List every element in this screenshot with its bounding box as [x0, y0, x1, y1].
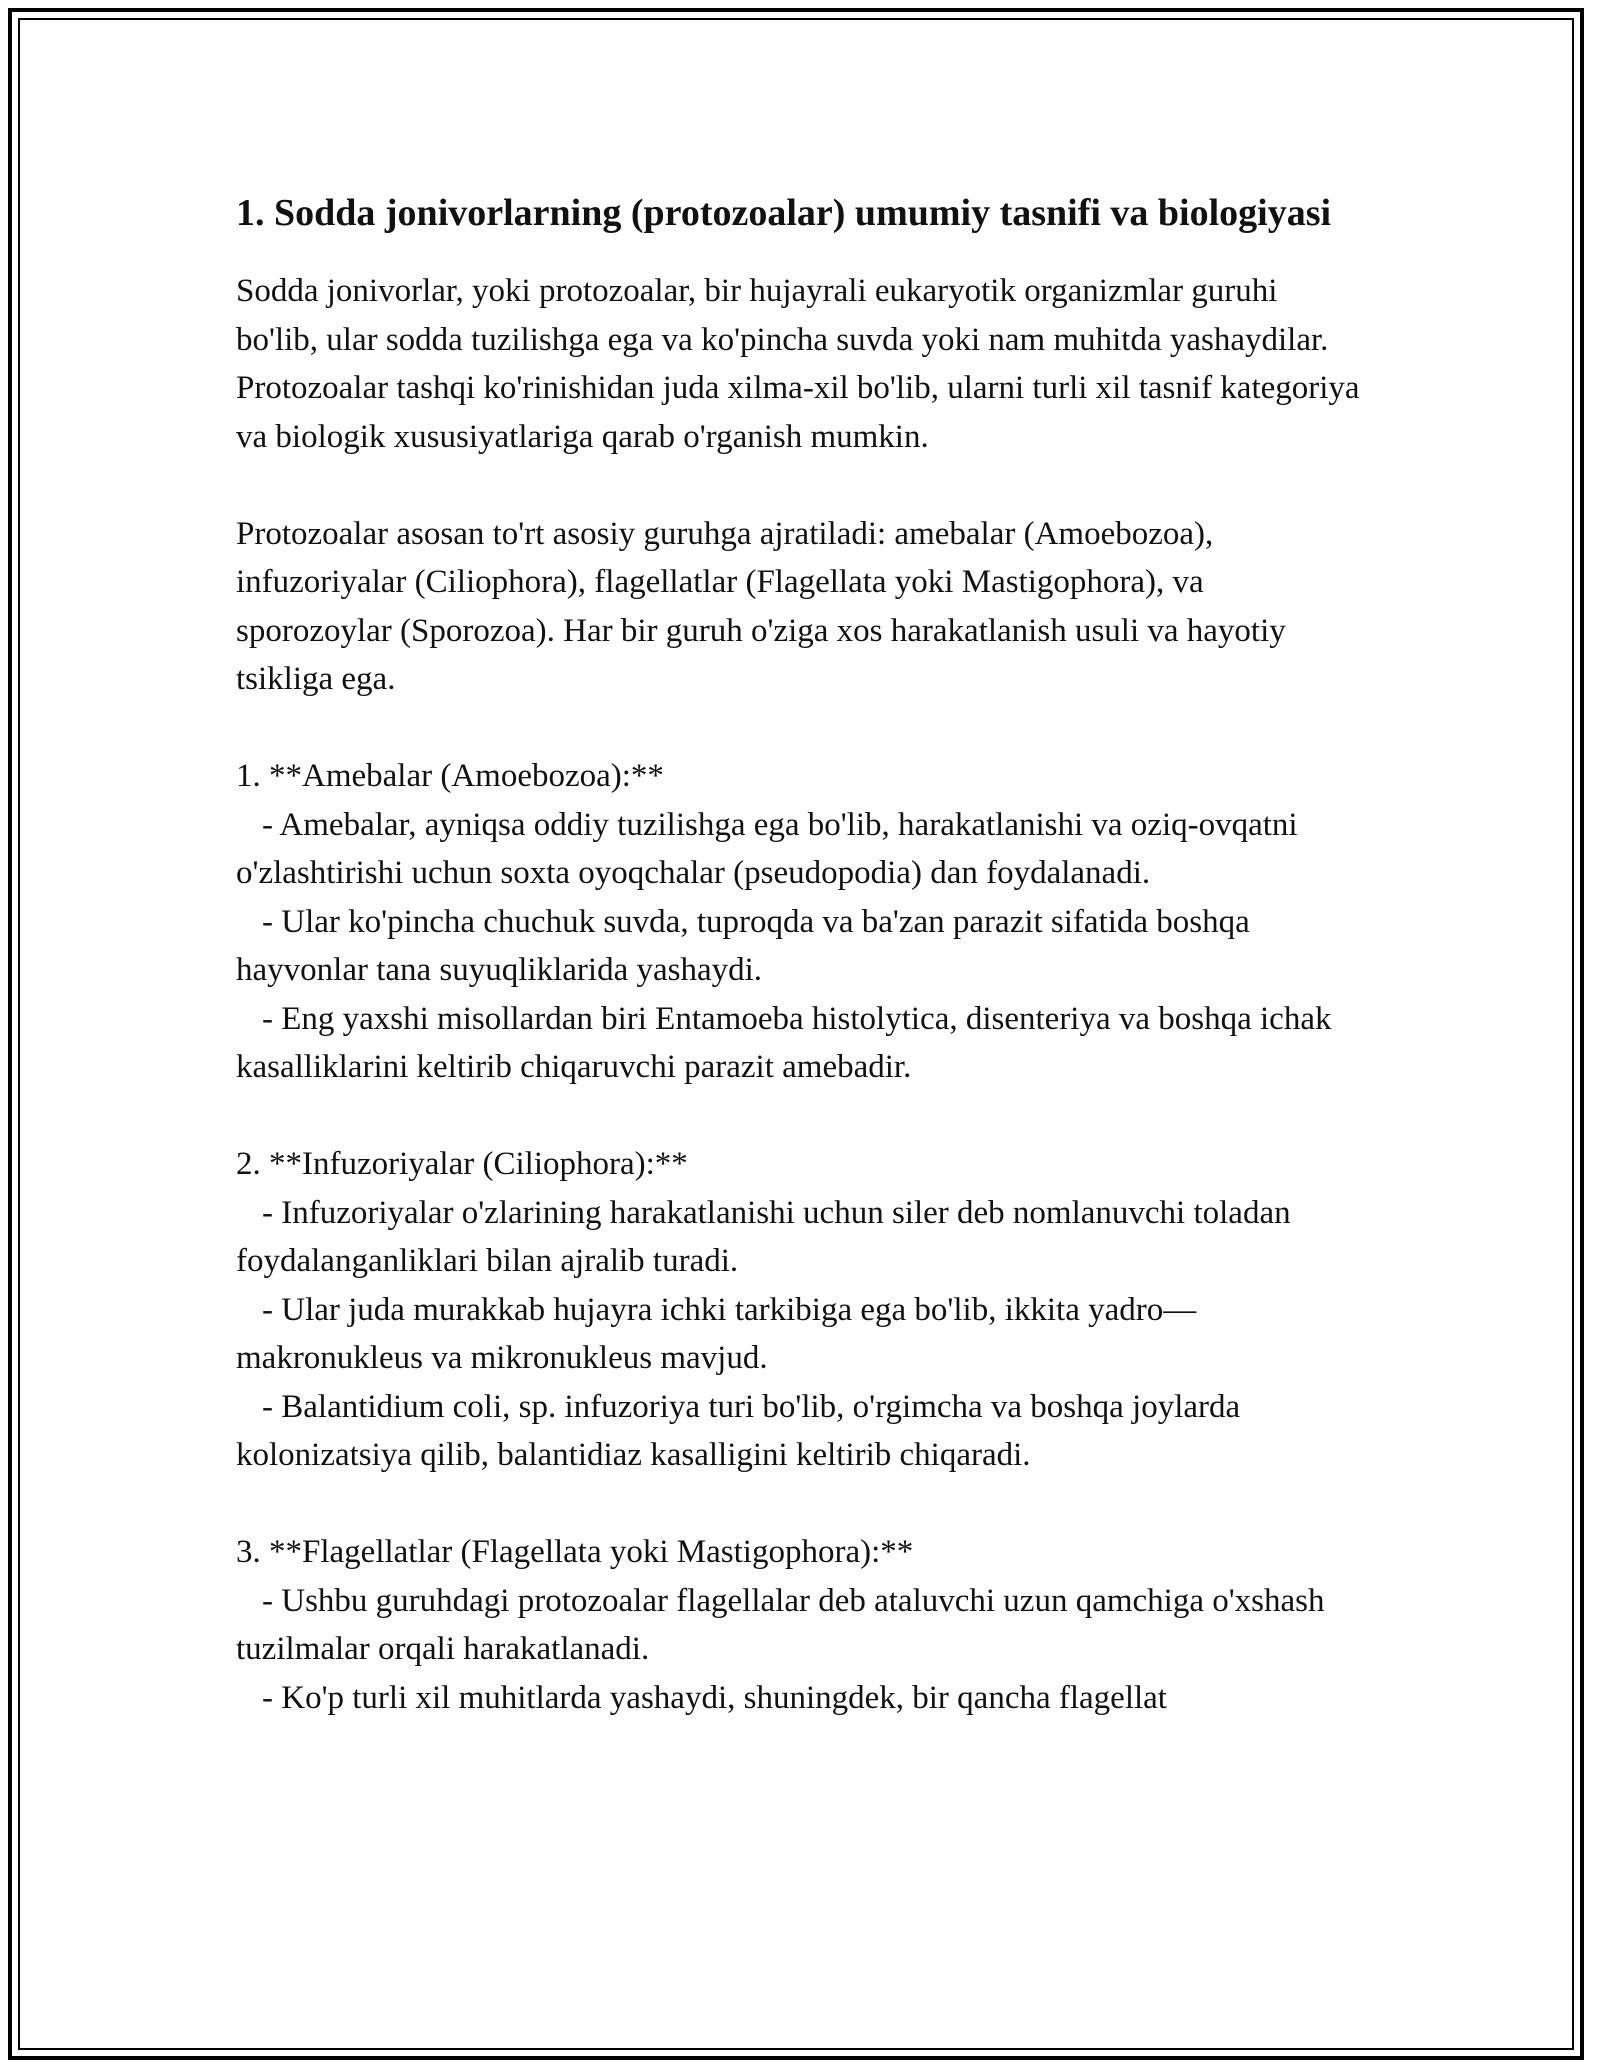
document-heading: 1. Sodda jonivorlarning (protozoalar) umumiy tasnifi va biologiyasi [236, 192, 1332, 234]
paragraph-spacer [236, 1480, 1366, 1529]
intro-paragraph: Sodda jonivorlar, yoki protozoalar, bir hujayrali eukaryotik organizmlar guruhi bo'lib, ular sodda tuzilishga ega va ko'pincha suvda yoki nam muhitda yashaydilar. Protozoalar tashqi ko'rinishidan juda xilma-xil bo'lib, ularni turli xil tasnif kategoriya va biologik xususiyatlariga qarab o'rganish mumkin. [236, 273, 1368, 455]
section-amebalar [236, 752, 1366, 1092]
section-title: 3. **Flagellatlar (Flagellata yoki Mastigophora):** [236, 1534, 914, 1570]
list-item: - Eng yaxshi misollardan biri Entamoeba histolytica, disenteriya va boshqa ichak kasalliklarini keltirib chiqaruvchi parazit amebadir. [236, 1000, 1332, 1085]
list-item: - Balantidium coli, sp. infuzoriya turi bo'lib, o'rgimcha va boshqa joylarda kolonizatsiya qilib, balantidiaz kasalligini keltirib chiqaradi. [236, 1388, 1241, 1473]
groups-paragraph: Protozoalar asosan to'rt asosiy guruhga ajratiladi: amebalar (Amoebozoa), infuzoriyalar (Ciliophora), flagellatlar (Flagellata yoki Mastigophora), va sporozoylar (Sporozoa). Har bir guruh o'ziga xos harakatlanish usuli va hayotiy tsikliga ega. [236, 515, 1294, 697]
list-item: - Infuzoriyalar o'zlarining harakatlanishi uchun siler deb nomlanuvchi toladan foydalanganliklari bilan ajralib turadi. [236, 1194, 1291, 1279]
list-item: - Ular ko'pincha chuchuk suvda, tuproqda va ba'zan parazit sifatida boshqa hayvonlar tana suyuqliklarida yashaydi. [236, 903, 1250, 988]
paragraph-spacer [236, 461, 1366, 510]
section-title: 2. **Infuzoriyalar (Ciliophora):** [236, 1146, 688, 1182]
section-flagellatlar [236, 1528, 1366, 1722]
paragraph-spacer [236, 1092, 1366, 1141]
list-item: - Ushbu guruhdagi protozoalar flagellalar deb ataluvchi uzun qamchiga o'xshash tuzilmalar orqali harakatlanadi. [236, 1582, 1325, 1667]
list-item: - Ko'p turli xil muhitlarda yashaydi, shuningdek, bir qancha flagellat [262, 1679, 1167, 1716]
section-title: 1. **Amebalar (Amoebozoa):** [236, 758, 664, 794]
list-item: - Amebalar, ayniqsa oddiy tuzilishga ega bo'lib, harakatlanishi va oziq-ovqatni o'zlashtirishi uchun soxta oyoqchalar (pseudopodia) dan foydalanadi. [236, 806, 1298, 891]
paragraph-spacer [236, 704, 1366, 753]
document-body [236, 186, 1366, 1722]
list-item: - Ular juda murakkab hujayra ichki tarkibiga ega bo'lib, ikkita yadro—makronukleus va mikronukleus mavjud. [236, 1291, 1197, 1376]
section-infuzoriyalar [236, 1140, 1366, 1480]
